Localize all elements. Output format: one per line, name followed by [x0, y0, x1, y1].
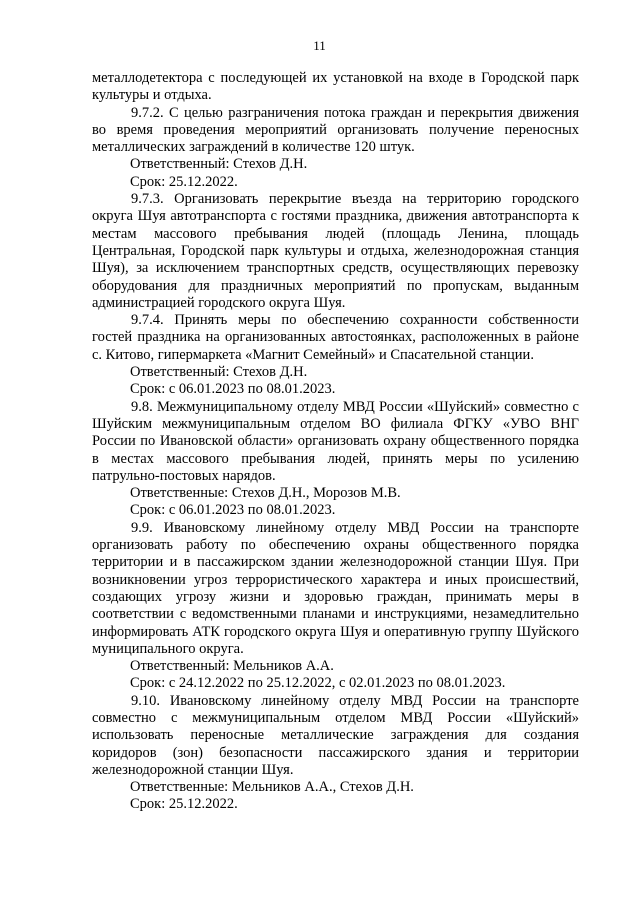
- responsible-line: Ответственные: Мельников А.А., Стехов Д.Н.: [130, 779, 414, 796]
- paragraph: 9.7.2. С целью разграничения потока граждан и перекрытия движения во время проведения мероприятий организовать получение переносных металлических заграждений в количестве 120 штук.: [92, 104, 579, 156]
- deadline-line: Срок: с 24.12.2022 по 25.12.2022, с 02.01.2023 по 08.01.2023.: [130, 675, 506, 692]
- responsible-line: Ответственный: Мельников А.А.: [130, 658, 334, 675]
- responsible-line: Ответственный: Стехов Д.Н.: [130, 156, 308, 173]
- deadline-line: Срок: с 06.01.2023 по 08.01.2023.: [130, 502, 336, 519]
- responsible-line: Ответственные: Стехов Д.Н., Морозов М.В.: [130, 485, 401, 502]
- paragraph: 9.8. Межмуниципальному отделу МВД России «Шуйский» совместно с Шуйским межмуниципальным отделом ВО филиала ФГКУ «УВО ВНГ России по Ивановской области» организовать охрану общественного порядка в местах массового пребывания людей, принять меры по усилению патрульно-постовых нарядов.: [92, 398, 579, 484]
- document-body: [92, 70, 579, 814]
- paragraph: 9.7.3. Организовать перекрытие въезда на территорию городского округа Шуя автотранспорта с гостями праздника, движения автотранспорта к местам массового пребывания людей (площадь Ленина, площадь Центральная, Городской парк культуры и отдыха, железнодорожная станция Шуя), за исключением транспортных средств, осуществляющих перевозку оборудования для праздничных мероприятий по пропускам, выданным администрацией городского округа Шуя.: [92, 191, 579, 311]
- deadline-line: Срок: 25.12.2022.: [130, 796, 238, 813]
- page-number: 11: [313, 38, 326, 53]
- paragraph: 9.7.4. Принять меры по обеспечению сохранности собственности гостей праздника на организованных автостоянках, расположенных в районе с. Китово, гипермаркета «Магнит Семейный» и Спасательной станции.: [92, 312, 579, 363]
- responsible-line: Ответственный: Стехов Д.Н.: [130, 364, 308, 381]
- paragraph: 9.9. Ивановскому линейному отделу МВД России на транспорте организовать работу по обеспечению охраны общественного порядка территории и в пассажирском здании железнодорожной станции Шуя. При возникновении угроз террористического характера и иных происшествий, создающих угрозу жизни и здоровью граждан, принимать меры в соответствии с ведомственными планами и инструкциями, незамедлительно информировать АТК городского округа Шуя и оперативную группу Шуйского муниципального округа.: [92, 519, 579, 657]
- deadline-line: Срок: 25.12.2022.: [130, 173, 238, 190]
- paragraph: металлодетектора с последующей их установкой на входе в Городской парк культуры и отдыха.: [92, 70, 579, 104]
- paragraph: 9.10. Ивановскому линейному отделу МВД России на транспорте совместно с межмуниципальным отделом МВД России «Шуйский» использовать переносные металлические заграждения для создания коридоров (зон) безопасности пассажирского здания и территории железнодорожной станции Шуя.: [92, 692, 579, 778]
- deadline-line: Срок: с 06.01.2023 по 08.01.2023.: [130, 381, 336, 398]
